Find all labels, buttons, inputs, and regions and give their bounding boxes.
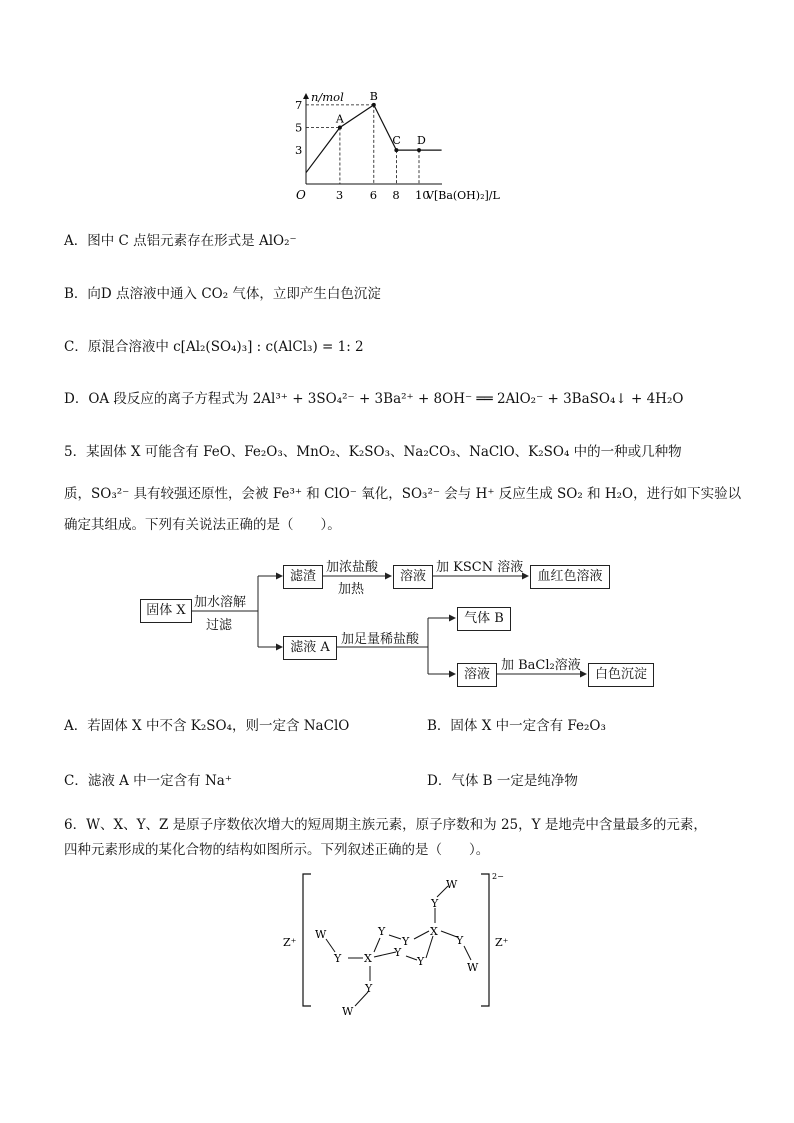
q4-option-a-text: A．图中 C 点铝元素存在形式是 AlO₂⁻ bbox=[64, 233, 297, 249]
q5-stem-line1: 5．某固体 X 可能含有 FeO、Fe₂O₃、MnO₂、K₂SO₃、Na₂CO₃、NaClO、K₂SO₄ 中的一种或几种物 bbox=[64, 444, 682, 460]
x-tick-label: 3 bbox=[335, 188, 344, 202]
op-bacl2: 加 BaCl₂溶液 bbox=[501, 658, 581, 673]
point-label-d: D bbox=[417, 134, 426, 148]
box-red-solution: 血红色溶液 bbox=[530, 565, 610, 589]
y-tick-label: 7 bbox=[295, 97, 303, 112]
op-kscn: 加 KSCN 溶液 bbox=[436, 560, 524, 575]
origin-label: O bbox=[296, 188, 306, 202]
point-label-c: C bbox=[392, 134, 401, 148]
atom-y: Y bbox=[378, 925, 386, 938]
q4-option-d-text: D．OA 段反应的离子方程式为 2Al³⁺ + 3SO₄²⁻ + 3Ba²⁺ + 8OH⁻ ══ 2AlO₂⁻ + 3BaSO₄↓ + 4H₂O bbox=[64, 391, 684, 407]
x-axis-label: V[Ba(OH)₂]/L bbox=[426, 189, 500, 202]
box-solution-2: 溶液 bbox=[457, 663, 497, 687]
atoms bbox=[315, 878, 479, 1018]
data-point bbox=[417, 148, 421, 152]
x-tick-label: 6 bbox=[369, 188, 378, 202]
box-solution-1: 溶液 bbox=[393, 565, 433, 589]
box-white-precipitate: 白色沉淀 bbox=[588, 663, 654, 687]
atom-w: W bbox=[342, 1005, 354, 1018]
data-point bbox=[372, 103, 376, 107]
op-dilute-hcl: 加足量稀盐酸 bbox=[341, 632, 420, 647]
x-tick-label: 8 bbox=[392, 188, 400, 202]
op-conc-hcl: 加浓盐酸 bbox=[326, 560, 379, 575]
q4-option-c-text: C．原混合溶液中 c[Al₂(SO₄)₃] : c(AlCl₃) = 1: 2 bbox=[64, 339, 364, 355]
q4-option-c bbox=[64, 337, 364, 357]
x-tick-label: 10 bbox=[415, 188, 430, 202]
atom-y: Y bbox=[365, 982, 373, 995]
atom-w: W bbox=[315, 928, 327, 941]
op-filter: 过滤 bbox=[206, 618, 233, 633]
left-cation: Z⁺ bbox=[283, 936, 297, 949]
q5-option-b: B．固体 X 中一定含有 Fe₂O₃ bbox=[427, 718, 606, 734]
atom-y: Y bbox=[431, 897, 439, 910]
box-solid-x: 固体 X bbox=[140, 599, 192, 623]
op-heat: 加热 bbox=[338, 582, 365, 597]
atom-x: X bbox=[430, 925, 438, 938]
mol-vs-volume-chart bbox=[290, 88, 510, 208]
y-axis-label: n/mol bbox=[311, 90, 344, 104]
atom-y: Y bbox=[456, 934, 464, 947]
op-dissolve: 加水溶解 bbox=[194, 595, 247, 610]
atom-y: Y bbox=[402, 935, 410, 948]
q4-option-a bbox=[64, 231, 297, 251]
charge-label: 2− bbox=[492, 872, 504, 881]
q4-option-d bbox=[64, 389, 683, 409]
right-cation: Z⁺ bbox=[495, 936, 509, 949]
box-residue: 滤渣 bbox=[283, 565, 323, 589]
point-label-b: B bbox=[369, 89, 378, 103]
q5-stem-line3: 确定其组成。下列有关说法正确的是（ ）。 bbox=[64, 517, 341, 533]
q5-flowchart bbox=[138, 556, 658, 691]
q4-option-b-text: B．向D 点溶液中通入 CO₂ 气体，立即产生白色沉淀 bbox=[64, 286, 381, 302]
data-point bbox=[338, 126, 342, 130]
box-filtrate-a: 滤液 A bbox=[283, 636, 337, 660]
right-bracket bbox=[481, 874, 489, 1006]
q5-option-d: D．气体 B 一定是纯净物 bbox=[427, 773, 578, 789]
atom-x: X bbox=[364, 952, 372, 965]
atom-w: W bbox=[446, 878, 458, 891]
q4-option-b bbox=[64, 284, 381, 304]
q6-stem-line2: 四种元素形成的某化合物的结构如图所示。下列叙述正确的是（ ）。 bbox=[64, 842, 490, 858]
q6-stem-line1: 6．W、X、Y、Z 是原子序数依次增大的短周期主族元素，原子序数和为 25，Y 是地壳中含量最多的元素， bbox=[64, 817, 707, 833]
atom-y: Y bbox=[417, 955, 425, 968]
point-label-a: A bbox=[335, 112, 344, 126]
atom-y: Y bbox=[334, 952, 342, 965]
atom-w: W bbox=[467, 961, 479, 974]
y-tick-label: 3 bbox=[295, 143, 303, 158]
q5-option-a: A．若固体 X 中不含 K₂SO₄，则一定含 NaClO bbox=[64, 718, 350, 734]
q6-structure-diagram bbox=[275, 868, 525, 1020]
left-bracket bbox=[303, 874, 311, 1006]
atom-y: Y bbox=[394, 946, 402, 959]
q5-option-c: C．滤液 A 中一定含有 Na⁺ bbox=[64, 773, 232, 789]
data-point bbox=[394, 148, 398, 152]
q5-stem-line2: 质，SO₃²⁻ 具有较强还原性，会被 Fe³⁺ 和 ClO⁻ 氧化，SO₃²⁻ 会与 H⁺ 反应生成 SO₂ 和 H₂O，进行如下实验以 bbox=[64, 486, 742, 502]
box-gas-b: 气体 B bbox=[457, 607, 511, 631]
y-tick-label: 5 bbox=[295, 120, 303, 135]
